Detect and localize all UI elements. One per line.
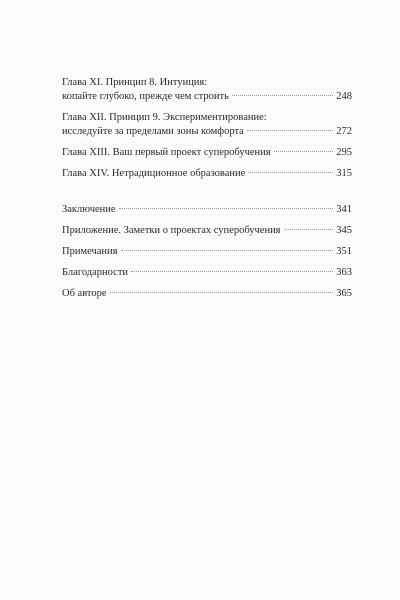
dot-leader xyxy=(121,250,333,251)
toc-entry-title: Примечания xyxy=(62,246,118,257)
toc-entry-title: Глава XIV. Нетрадиционное образование xyxy=(62,168,246,179)
chapters-group xyxy=(62,76,352,181)
toc-entry-title-line1: Глава XI. Принцип 8. Интуиция: xyxy=(62,77,208,88)
toc-page-number: 315 xyxy=(336,168,352,179)
toc-entry-title-line1: Глава XII. Принцип 9. Экспериментирование: xyxy=(62,112,267,123)
toc-entry-appendix xyxy=(62,224,352,238)
toc-entry-title-line2: копайте глубоко, прежде чем строить xyxy=(62,91,229,102)
toc-entry-title: Благодарности xyxy=(62,267,129,278)
toc-page-number: 345 xyxy=(336,225,352,236)
dot-leader xyxy=(284,229,333,230)
toc-entry-notes xyxy=(62,245,352,259)
toc-entry-title: Заключение xyxy=(62,204,116,215)
toc-page-number: 365 xyxy=(336,288,352,299)
table-of-contents xyxy=(62,76,352,308)
toc-entry-about-author xyxy=(62,287,352,301)
dot-leader xyxy=(131,271,333,272)
toc-entry-title: Об авторе xyxy=(62,288,107,299)
toc-page-number: 341 xyxy=(336,204,352,215)
toc-entry-conclusion xyxy=(62,203,352,217)
back-matter-group xyxy=(62,203,352,301)
toc-page-number: 351 xyxy=(336,246,352,257)
toc-entry-chapter-12 xyxy=(62,111,352,139)
dot-leader xyxy=(110,292,333,293)
toc-entry-title: Приложение. Заметки о проектах суперобучения xyxy=(62,225,281,236)
dot-leader xyxy=(274,151,333,152)
dot-leader xyxy=(119,208,333,209)
dot-leader xyxy=(248,172,333,173)
dot-leader xyxy=(247,130,333,131)
toc-page-number: 272 xyxy=(336,126,352,137)
toc-page-number: 295 xyxy=(336,147,352,158)
toc-entry-chapter-14 xyxy=(62,167,352,181)
toc-page-number: 363 xyxy=(336,267,352,278)
toc-entry-chapter-13 xyxy=(62,146,352,160)
toc-entry-chapter-11 xyxy=(62,76,352,104)
toc-entry-title-line2: исследуйте за пределами зоны комфорта xyxy=(62,126,244,137)
dot-leader xyxy=(232,95,333,96)
toc-entry-acknowledgements xyxy=(62,266,352,280)
toc-entry-title: Глава XIII. Ваш первый проект суперобучения xyxy=(62,147,271,158)
toc-page-number: 248 xyxy=(336,91,352,102)
